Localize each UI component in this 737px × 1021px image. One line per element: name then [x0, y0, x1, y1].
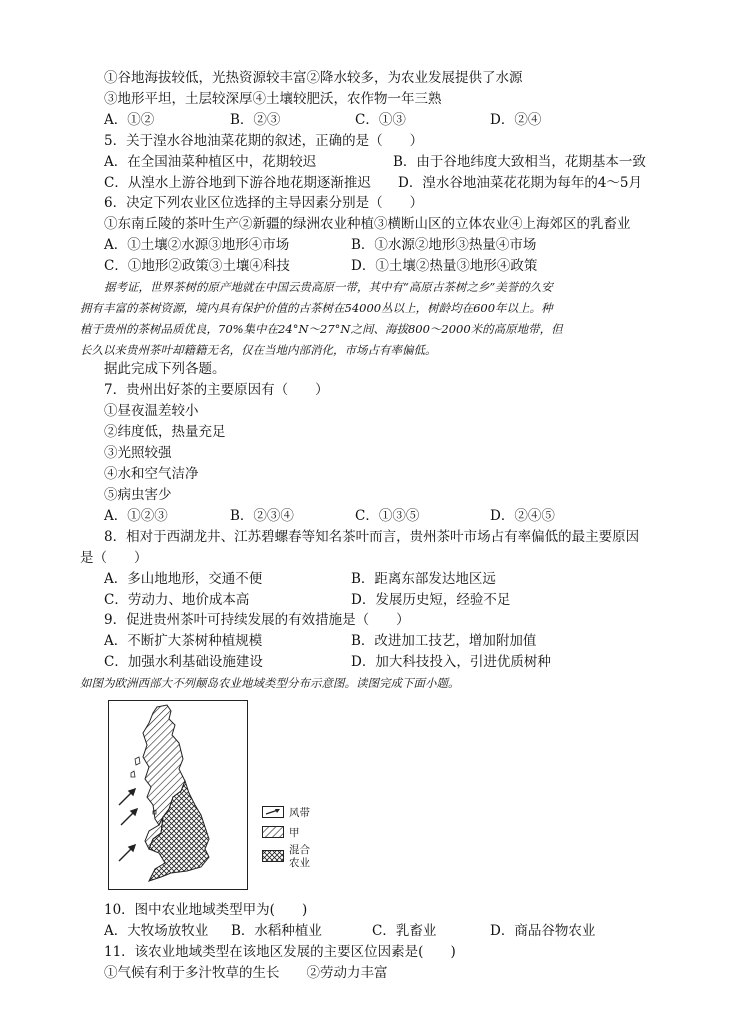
q10-option-a: A．大牧场放牧业: [104, 923, 209, 939]
q4-option-c: C．①③: [355, 112, 406, 128]
q10-stem: 10．图中农业地域类型甲为( ): [104, 902, 308, 918]
q7-item-2: ②纬度低，热量充足: [104, 424, 226, 440]
passage-line-3: 植于贵州的茶树品质优良，70%集中在24°N～27°N之间、海拔800～2000米的高原地带，但: [80, 322, 563, 336]
map-intro: 如图为欧洲西部大不列颠岛农业地域类型分布示意图。读图完成下面小题。: [80, 676, 460, 690]
q4-statement-2: ③地形平坦，土层较深厚④土壤较肥沃，农作物一年三熟: [104, 91, 442, 107]
q8-option-a: A．多山地地形，交通不便: [104, 571, 263, 587]
q7-option-d: D．②④⑤: [490, 508, 555, 524]
q7-option-b: B．②③④: [230, 508, 294, 524]
legend-mixed-label-1: 混合: [289, 844, 310, 856]
mixed-farming-legend-icon: [262, 850, 284, 862]
q7-option-c: C．①③⑤: [355, 508, 420, 524]
q5-stem: 5．关于湟水谷地油菜花期的叙述，正确的是（ ）: [104, 133, 424, 149]
jia-legend-icon: [262, 826, 284, 838]
map-drawing: [109, 701, 246, 888]
q8-stem-line-1: 8．相对于西湖龙井、江苏碧螺春等知名茶叶而言，贵州茶叶市场占有率偏低的最主要原因: [104, 529, 640, 545]
q6-option-c: C．①地形②政策③土壤④科技: [104, 258, 290, 274]
westerly-wind-arrows: [119, 789, 137, 861]
legend-wind-label: 风带: [289, 807, 310, 819]
q8-stem-line-2: 是（ ）: [80, 550, 148, 566]
q8-option-b: B．距离东部发达地区远: [351, 571, 496, 587]
small-island: [135, 757, 140, 765]
q4-option-b: B．②③: [230, 112, 281, 128]
q8-option-d: D．发展历史短，经验不足: [351, 592, 511, 608]
q7-item-1: ①昼夜温差较小: [104, 403, 199, 419]
q10-option-b: B．水稻种植业: [231, 923, 322, 939]
passage-line-4: 长久以来贵州茶叶却籍籍无名，仅在当地内部消化，市场占有率偏低。: [80, 343, 437, 357]
q6-option-b: B．①水源②地形③热量④市场: [351, 237, 537, 253]
q5-option-d: D．湟水谷地油菜花花期为每年的4～5月: [398, 175, 643, 191]
q7-item-3: ③光照较强: [104, 445, 172, 461]
q5-option-a: A．在全国油菜种植区中，花期较迟: [104, 154, 317, 170]
q7-item-5: ⑤病虫害少: [104, 487, 172, 503]
q7-stem: 7．贵州出好茶的主要原因有（ ）: [104, 382, 329, 398]
q10-option-c: C．乳畜业: [372, 923, 437, 939]
passage-line-1: 据考证，世界茶树的原产地就在中国云贵高原一带，其中有“高原古茶树之乡”美誉的久安: [104, 280, 553, 294]
q7-option-a: A．①②③: [104, 508, 168, 524]
q9-option-c: C．加强水利基础设施建设: [104, 654, 263, 670]
wind-legend-icon: [262, 806, 284, 818]
q9-option-d: D．加大科技投入，引进优质树种: [351, 654, 551, 670]
q4-option-d: D．②④: [490, 112, 542, 128]
q9-option-a: A．不断扩大茶树种植规模: [104, 633, 263, 649]
q4-statement-1: ①谷地海拔较低，光热资源较丰富②降水较多，为农业发展提供了水源: [104, 70, 523, 86]
great-britain-map: [108, 700, 248, 890]
q8-option-c: C．劳动力、地价成本高: [104, 592, 250, 608]
q9-option-b: B．改进加工技艺，增加附加值: [351, 633, 537, 649]
q10-option-d: D．商品谷物农业: [490, 923, 596, 939]
legend-mixed-label-2: 农业: [289, 857, 310, 869]
q4-option-a: A．①②: [104, 112, 155, 128]
q5-option-b: B．由于谷地纬度大致相当，花期基本一致: [393, 154, 646, 170]
q6-option-d: D．①土壤②热量③地形④政策: [351, 258, 538, 274]
q5-option-c: C．从湟水上游谷地到下游谷地花期逐渐推迟: [104, 175, 371, 191]
passage-line-2: 拥有丰富的茶树资源，境内具有保护价值的古茶树在54000丛以上，树龄均在600年以上。种: [80, 301, 553, 315]
small-island: [131, 771, 135, 777]
q11-stem: 11．该农业地域类型在该地区发展的主要区位因素是( ): [104, 944, 456, 960]
q6-option-a: A．①土壤②水源③地形④市场: [104, 237, 290, 253]
q9-stem: 9．促进贵州茶叶可持续发展的有效措施是（ ）: [104, 612, 410, 628]
q7-item-4: ④水和空气洁净: [104, 466, 199, 482]
q11-statement: ①气候有利于多汁牧草的生长 ②劳动力丰富: [104, 965, 388, 981]
passage-instruction: 据此完成下列各题。: [104, 361, 226, 377]
q6-stem: 6．决定下列农业区位选择的主导因素分别是（ ）: [104, 195, 424, 211]
q6-statement: ①东南丘陵的茶叶生产②新疆的绿洲农业种植③横断山区的立体农业④上海郊区的乳畜业: [104, 216, 631, 232]
legend-jia-label: 甲: [289, 827, 300, 839]
